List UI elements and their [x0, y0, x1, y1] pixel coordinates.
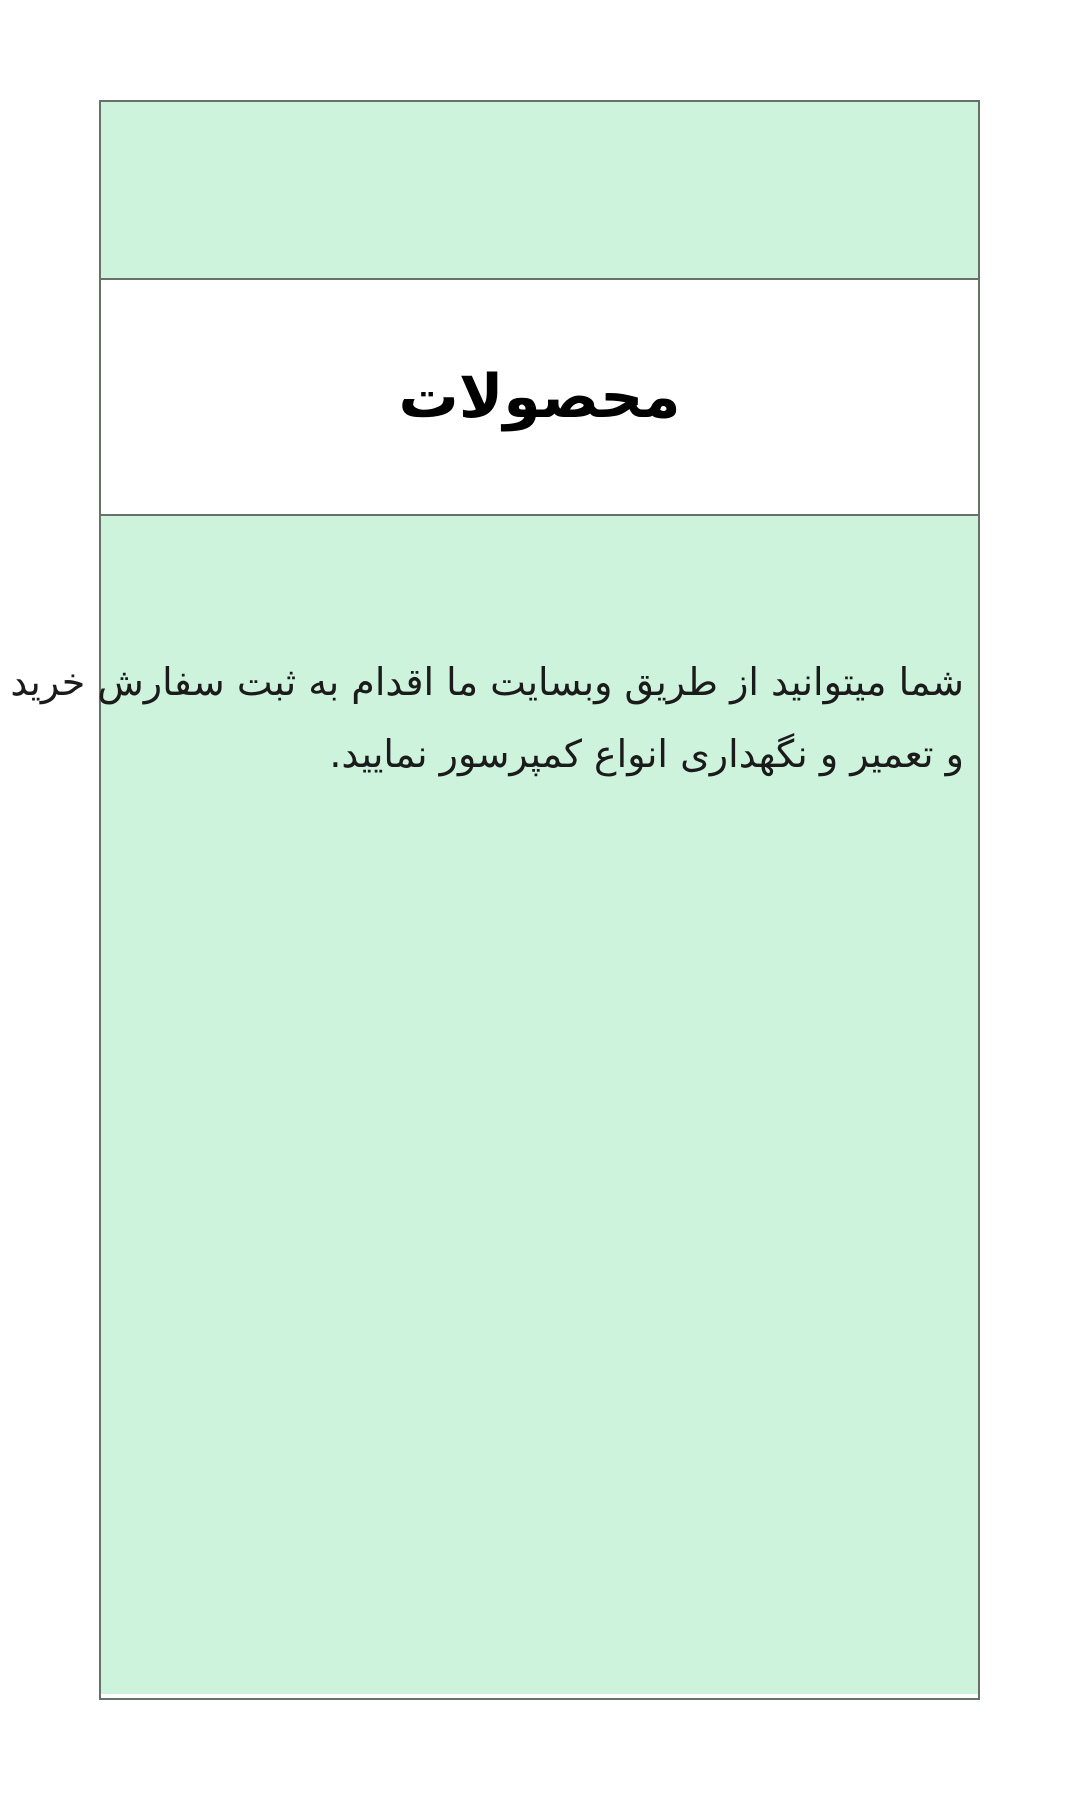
page-title: محصولات	[398, 362, 681, 432]
products-section-card	[10, 100, 980, 1700]
description-row	[10, 516, 978, 1694]
products-heading-row	[101, 280, 978, 516]
description-line-2: و تعمیر و نگهداری انواع کمپرسور نمایید.	[329, 732, 964, 776]
top-green-spacer-row	[101, 102, 978, 280]
description-line-1: شما میتوانید از طریق وبسایت ما اقدام به ثبت سفارش خرید	[10, 660, 964, 704]
